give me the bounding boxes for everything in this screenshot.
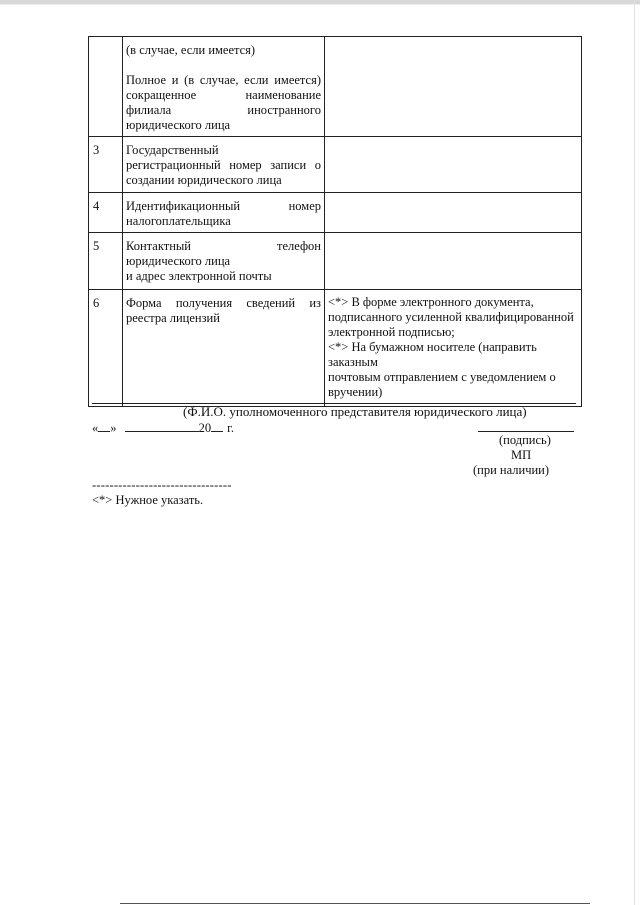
label-line: налогоплательщика [126,214,231,228]
label-line: и адрес электронной почты [126,269,272,283]
row-label-cell [123,290,325,407]
footnote-separator: -------------------------------- [92,478,232,492]
table-row [89,37,582,137]
label-note: (в случае, если имеется) [126,43,256,57]
value-cell[interactable] [325,37,582,137]
label-line: Форма получения сведений из [126,296,321,310]
option-electronic: <*> В форме электронного документа, [328,295,534,309]
label-line: Контактный телефон [126,239,321,253]
label-line: реестра лицензий [126,311,220,325]
value-text [325,37,581,48]
label-line: филиала иностранного [126,103,321,117]
label-line: сокращенное наименование [126,88,321,102]
row-number-cell [89,137,123,193]
table-row [89,233,582,290]
date-quote-open: « [92,421,99,435]
signature-line[interactable] [478,431,574,432]
option-paper-line: вручении) [328,385,383,399]
option-electronic-line: электронной подписью; [328,325,455,339]
footnote-text: <*> Нужное указать. [92,493,204,507]
year-suffix: г. [227,421,234,435]
row-number: 3 [93,143,100,157]
row-label-cell [123,37,325,137]
date-quote-close: » [110,421,117,435]
scan-edge-right [634,0,635,905]
row-number: 6 [93,296,100,310]
row-number: 5 [93,239,100,253]
value-text [325,137,581,148]
row-number: 4 [93,199,100,213]
option-paper-line: почтовым отправлением с уведомлением о [328,370,556,384]
date-field[interactable] [92,421,234,436]
value-cell[interactable] [325,193,582,233]
scan-edge-top-light [0,4,640,5]
row-number-cell [89,193,123,233]
row-number-cell [89,37,123,137]
application-table [88,36,582,407]
delivery-options-cell[interactable] [325,290,582,407]
year-blank[interactable] [211,430,223,432]
row-label-cell [123,137,325,193]
label-line: юридического лица [126,118,231,132]
value-cell[interactable] [325,137,582,193]
value-cell[interactable] [325,233,582,290]
signature-caption: (подпись) [499,433,551,447]
label-line: создании юридического лица [126,173,282,187]
row-label-cell [123,193,325,233]
label-line: Полное и (в случае, если имеется) [126,73,321,87]
value-text [325,233,581,244]
row-label-cell [123,233,325,290]
option-electronic-line: подписанного усиленной квалифицированной [328,310,574,324]
scan-edge-bottom [120,903,590,904]
seal-note: (при наличии) [473,463,550,477]
label-line: Идентификационный номер [126,199,321,213]
row-number-cell [89,290,123,407]
label-line: регистрационный номер записи о [126,158,321,172]
fio-caption: (Ф.И.О. уполномоченного представителя юридического лица) [183,404,527,419]
month-blank[interactable] [125,430,199,432]
value-text [325,193,581,204]
year-prefix: 20 [198,421,212,435]
day-blank[interactable] [98,430,110,432]
option-paper: <*> На бумажном носителе (направить заказным [328,340,537,369]
table-row [89,290,582,407]
row-number-cell [89,233,123,290]
table-row [89,193,582,233]
table-row [89,137,582,193]
seal-place: МП [511,448,532,462]
label-line: юридического лица [126,254,231,268]
row-number [89,37,122,43]
label-line: Государственный [126,143,219,157]
